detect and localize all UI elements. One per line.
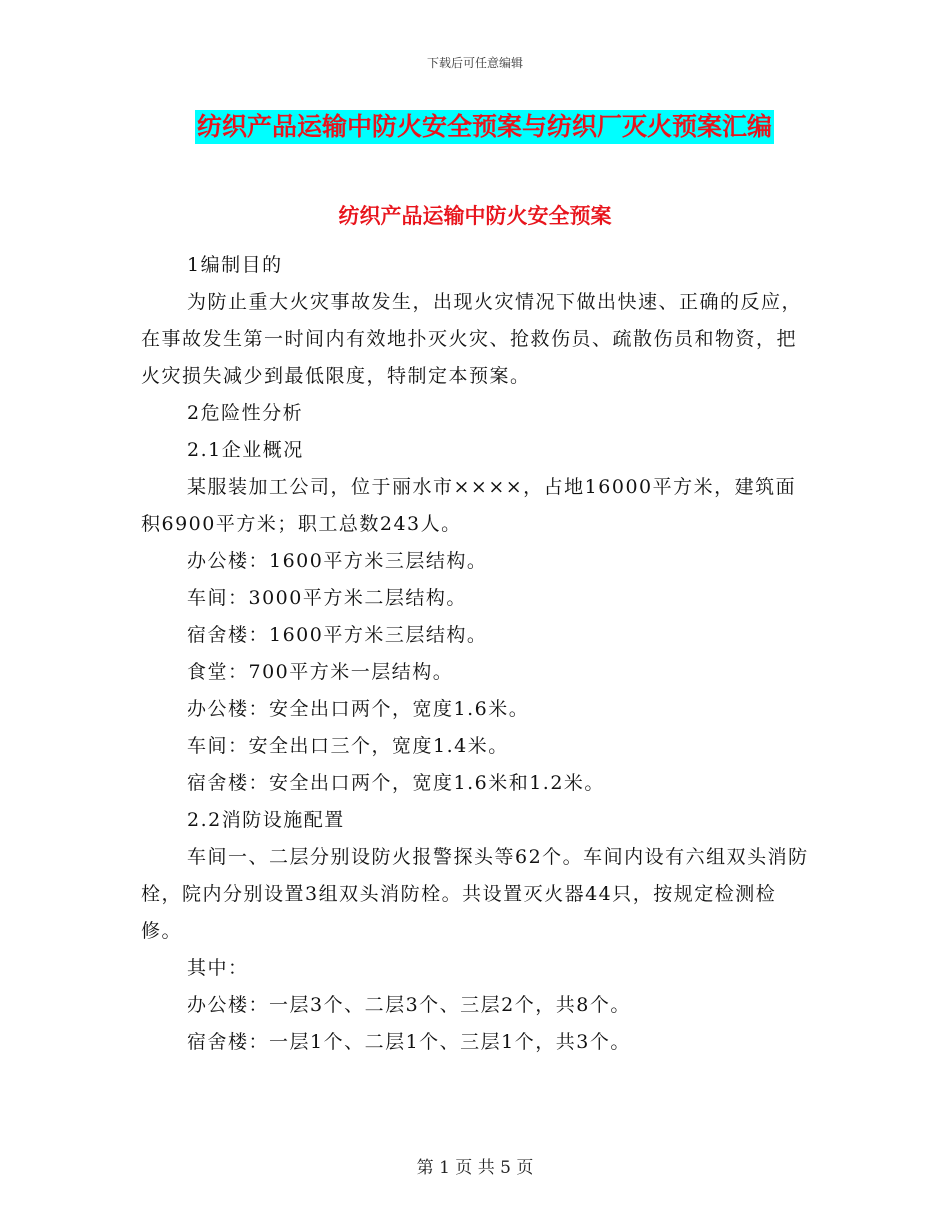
paragraph: 车间：3000平方米二层结构。 [187,587,467,609]
paragraph: 2.2消防设施配置 [187,809,345,831]
paragraph: 办公楼：安全出口两个，宽度1.6米。 [187,698,530,720]
body-text [141,247,809,1061]
section-title: 纺织产品运输中防火安全预案 [338,204,612,228]
paragraph: 为防止重大火灾事故发生，出现火灾情况下做出快速、正确的反应，在事故发生第一时间内有效地扑灭火灾、抢救伤员、疏散伤员和物资，把火灾损失减少到最低限度，特制定本预案。 [141,291,803,387]
paragraph: 宿舍楼：一层1个、二层1个、三层1个，共3个。 [187,1031,631,1053]
page-footer: 第 1 页 共 5 页 [416,1158,534,1178]
paragraph: 1编制目的 [187,254,283,276]
paragraph: 车间一、二层分别设防火报警探头等62个。车间内设有六组双头消防栓，院内分别设置3组双头消防栓。共设置灭火器44只，按规定检测检修。 [141,846,809,942]
paragraph: 办公楼：1600平方米三层结构。 [187,550,488,572]
header-note: 下载后可任意编辑 [426,56,523,70]
paragraph: 宿舍楼：1600平方米三层结构。 [187,624,488,646]
paragraph: 其中： [187,957,249,979]
paragraph: 2危险性分析 [187,402,304,424]
paragraph: 某服装加工公司，位于丽水市××××，占地16000平方米，建筑面积6900平方米；职工总数243人。 [141,476,797,535]
paragraph: 食堂：700平方米一层结构。 [187,661,454,683]
paragraph: 车间：安全出口三个，宽度1.4米。 [187,735,509,757]
paragraph: 办公楼：一层3个、二层3个、三层2个，共8个。 [187,994,631,1016]
document-title: 纺织产品运输中防火安全预案与纺织厂灭火预案汇编 [195,110,774,144]
paragraph: 宿舍楼：安全出口两个，宽度1.6米和1.2米。 [187,772,605,794]
paragraph: 2.1企业概况 [187,439,304,461]
